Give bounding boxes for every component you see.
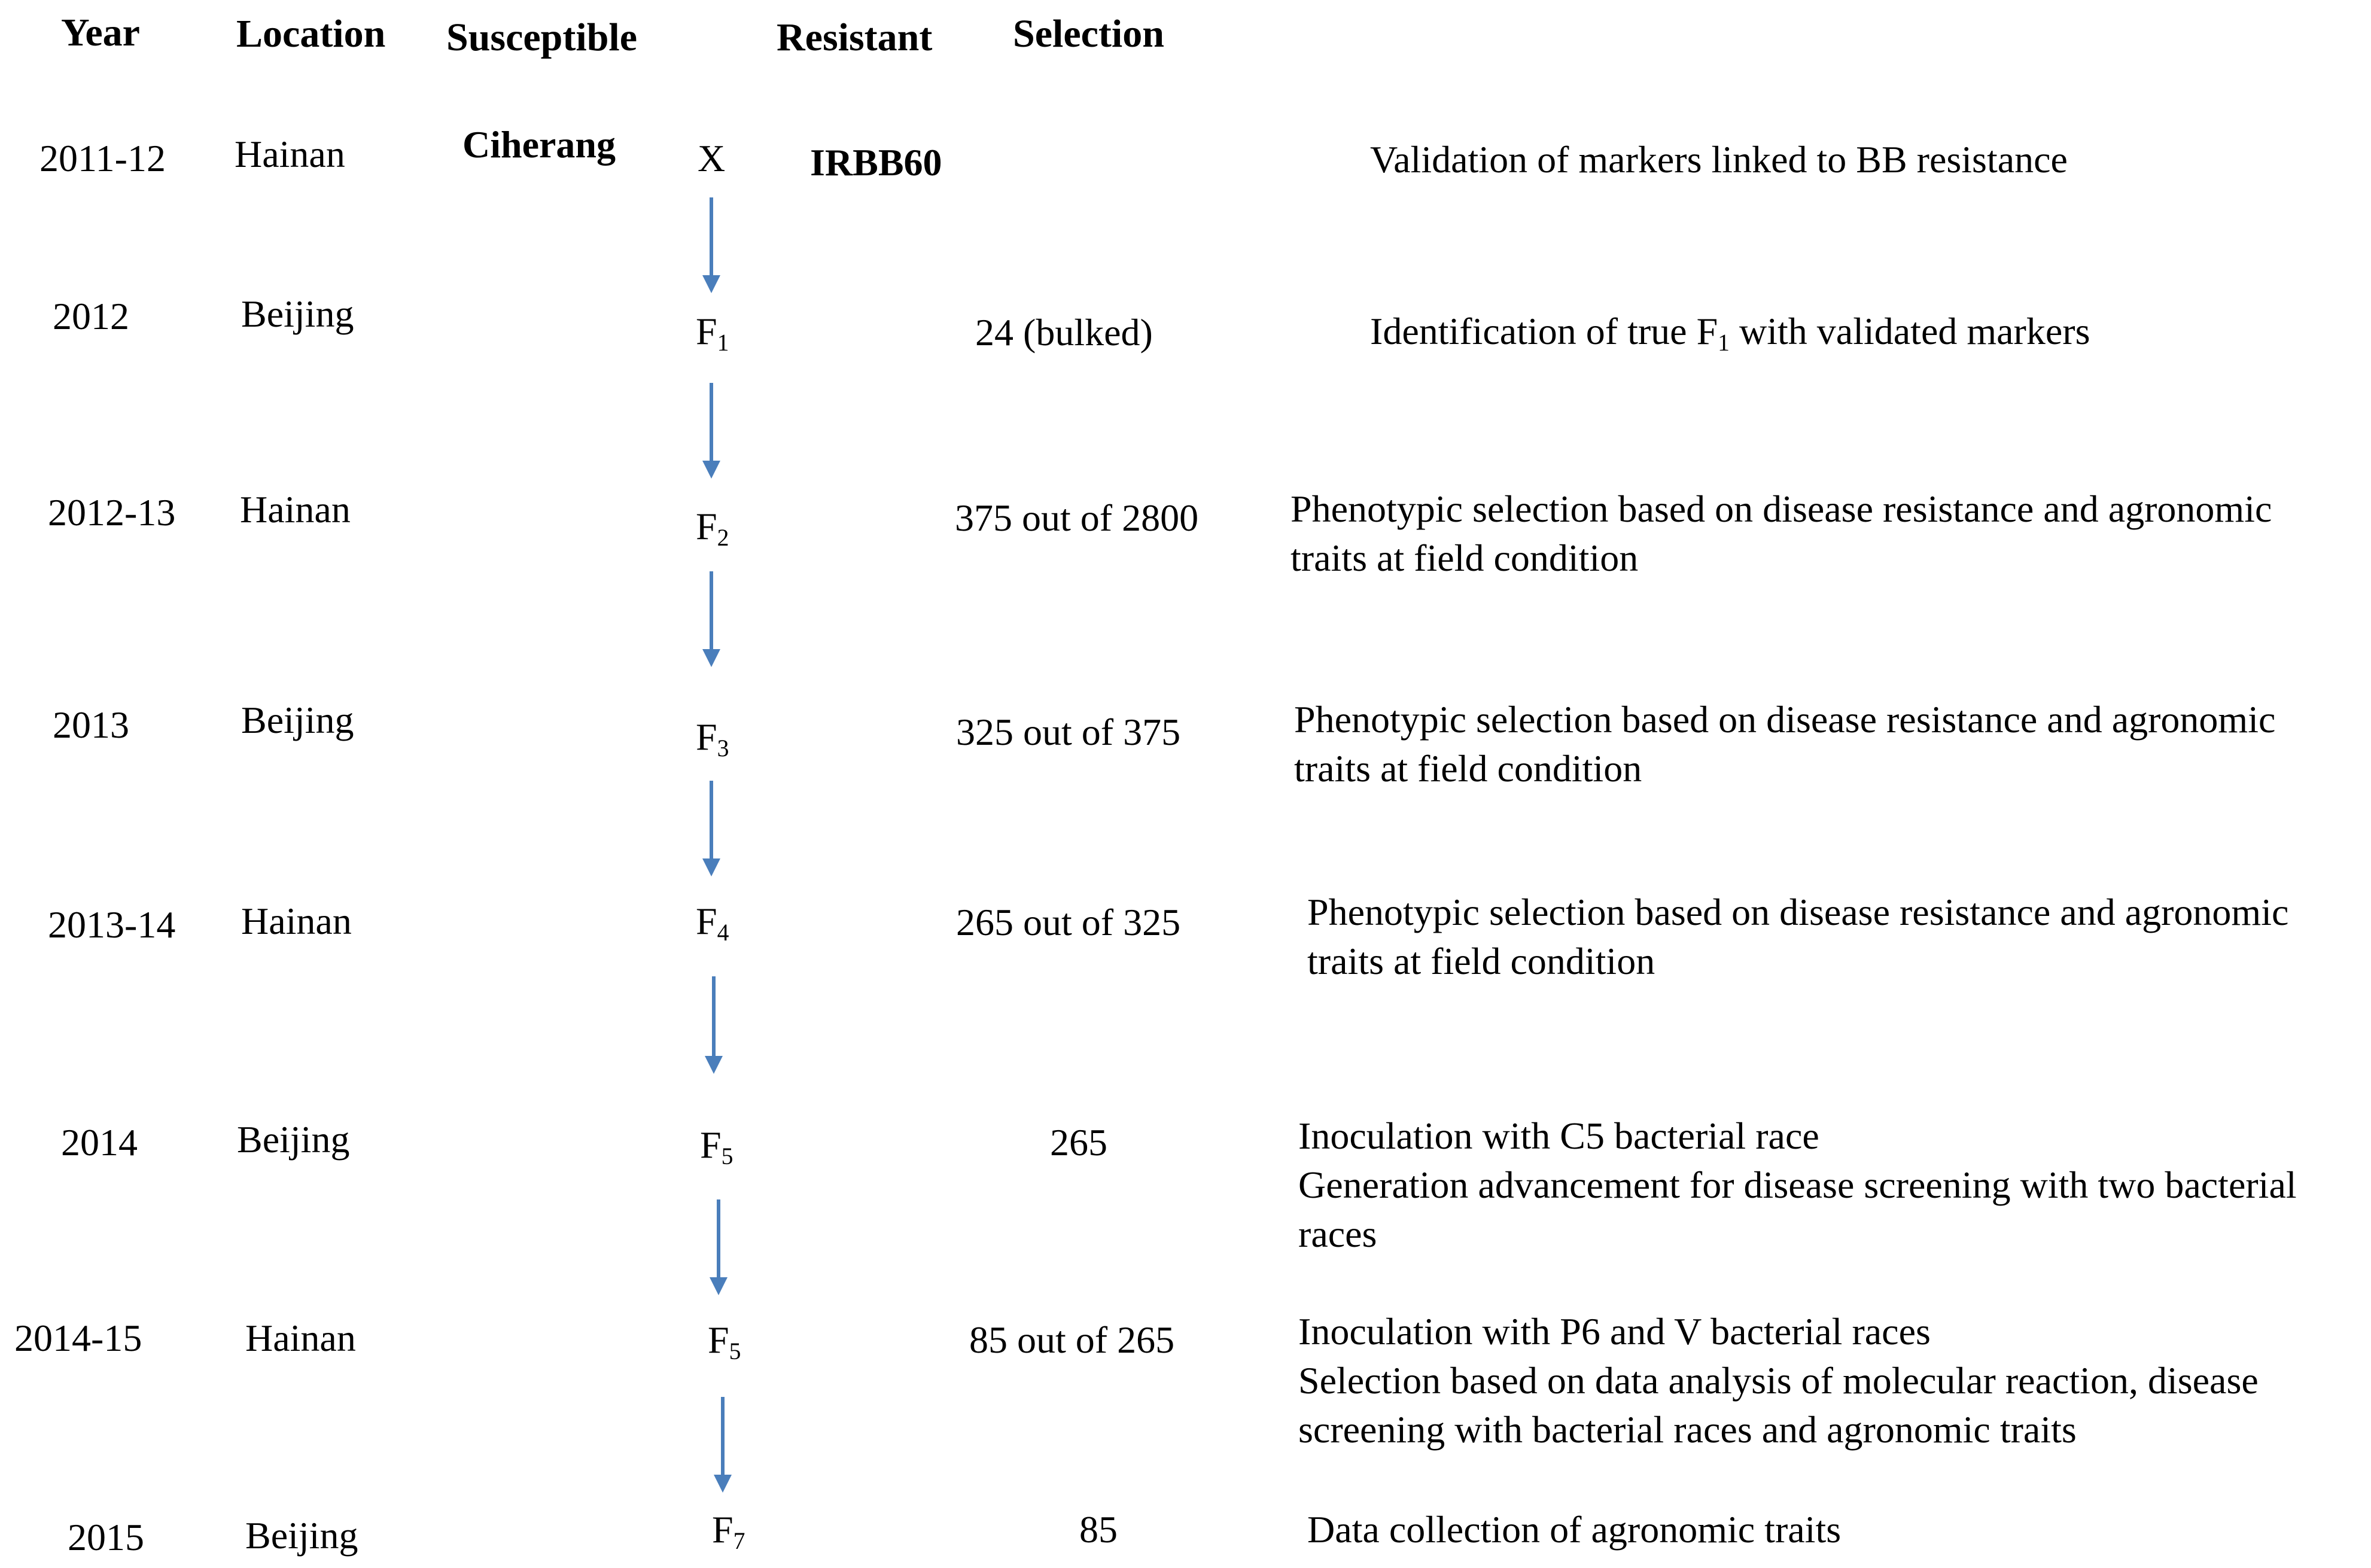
cross-description: Validation of markers linked to BB resistance [1370, 138, 2068, 181]
row-location: Hainan [241, 900, 352, 942]
row-location: Beijing [245, 1514, 358, 1557]
generation-label: $F_1$ [696, 310, 729, 357]
header-selection: Selection [1013, 12, 1164, 56]
row-selection: 24 (bulked) [975, 311, 1153, 354]
row-location: Hainan [240, 488, 351, 531]
header-location: Location [236, 12, 386, 56]
generation-label: $F_2$ [696, 505, 729, 552]
row-selection: 375 out of 2800 [955, 497, 1199, 539]
row-description: Identification of true $F_1$ with validated markers [1370, 310, 2090, 357]
cross-year: 2011-12 [39, 137, 166, 179]
row-description: Inoculation with C5 bacterial race Generation advancement for disease screening with two bacterial races [1298, 1115, 2297, 1255]
arrow-head [705, 1056, 723, 1074]
row-location: Beijing [241, 293, 354, 335]
row-location: Beijing [241, 699, 354, 741]
arrow-head [702, 275, 720, 293]
row-location: Beijing [237, 1118, 350, 1161]
cross-symbol: X [698, 137, 726, 179]
row-description: Data collection of agronomic traits [1307, 1508, 1842, 1551]
row-year: 2014 [61, 1121, 138, 1164]
generation-label: $F_5$ [700, 1124, 733, 1170]
arrow-head [702, 461, 720, 479]
row-year: 2012 [53, 295, 129, 337]
resistant-parent: IRBB60 [810, 141, 942, 184]
generation-label: $F_7$ [712, 1508, 745, 1555]
row-selection: 85 [1079, 1508, 1118, 1551]
arrow-head [702, 858, 720, 876]
header-year: Year [61, 11, 140, 54]
arrow-head [702, 649, 720, 667]
row-location: Hainan [245, 1317, 356, 1359]
row-year: 2015 [68, 1516, 144, 1558]
header-susceptible: Susceptible [446, 16, 638, 59]
row-description: Inoculation with P6 and V bacterial races Selection based on data analysis of molecular reaction, disease screening with bacterial races and agronomic traits [1298, 1310, 2259, 1451]
row-description: Phenotypic selection based on disease resistance and agronomic traits at field condition [1294, 698, 2276, 790]
row-selection: 325 out of 375 [956, 711, 1181, 753]
row-selection: 265 out of 325 [956, 901, 1181, 943]
row-year: 2013 [53, 704, 129, 746]
susceptible-parent: Ciherang [462, 123, 616, 166]
header-resistant: Resistant [777, 16, 933, 59]
row-selection: 85 out of 265 [969, 1319, 1175, 1361]
row-selection: 265 [1050, 1121, 1107, 1164]
row-description: Phenotypic selection based on disease resistance and agronomic traits at field condition [1307, 891, 2289, 982]
generation-label: $F_3$ [696, 716, 729, 762]
arrow-head [710, 1277, 728, 1295]
generation-label: $F_5$ [708, 1319, 741, 1365]
cross-location: Hainan [235, 133, 345, 175]
row-year: 2013-14 [48, 903, 176, 946]
row-year: 2012-13 [48, 491, 176, 534]
row-year: 2014-15 [14, 1317, 142, 1359]
generation-label: $F_4$ [696, 900, 729, 946]
row-description: Phenotypic selection based on disease resistance and agronomic traits at field condition [1290, 488, 2272, 579]
arrow-head [714, 1475, 732, 1493]
